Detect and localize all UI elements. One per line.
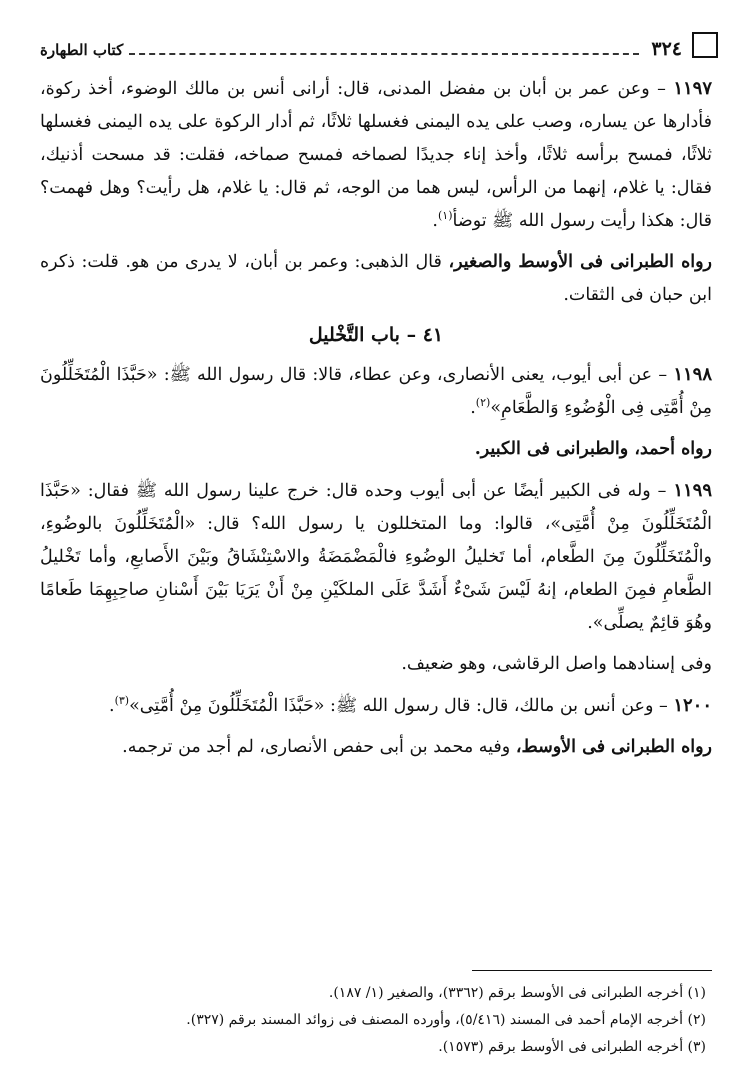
narration-text: وفى إسنادهما واصل الرقاشى، وهو ضعيف.	[401, 654, 712, 674]
footnote-ref: (١)	[438, 209, 453, 223]
hadith-number: ١١٩٨	[673, 364, 712, 385]
running-header	[40, 38, 682, 60]
page-number: ٣٢٤	[651, 38, 682, 60]
source-label: رواه أحمد، والطبرانى فى الكبير.	[474, 439, 712, 459]
narration-1198	[40, 433, 712, 466]
hadith-number: ١٢٠٠	[673, 695, 712, 716]
header-dashed-rule	[129, 53, 639, 55]
footnotes	[40, 980, 706, 1061]
hadith-1200	[40, 689, 712, 723]
narration-text: قال الذهبى: وعمر بن أبان، لا يدرى من هو. قلت: ذكره ابن حبان فى الثقات.	[40, 252, 712, 305]
narration-1197	[40, 246, 712, 312]
narration-text: وفيه محمد بن أبى حفص الأنصارى، لم أجد من ترجمه.	[122, 737, 516, 757]
book-page	[40, 14, 712, 1074]
source-label: رواه الطبرانى فى الأوسط والصغير،	[448, 252, 713, 272]
sentence-end: .	[432, 211, 438, 231]
footnote-2: (٢) أخرجه الإمام أحمد فى المسند (٥/٤١٦)، وأورده المصنف فى زوائد المسند برقم (٣٢٧).	[186, 1012, 706, 1028]
sentence-end: .	[470, 398, 476, 418]
footnote-separator	[472, 970, 712, 971]
source-label: رواه الطبرانى فى الأوسط،	[515, 737, 712, 757]
narration-1199	[40, 648, 712, 681]
sentence-end: .	[108, 696, 115, 716]
footnote-ref: (٣)	[114, 694, 130, 708]
footnote-ref: (٢)	[475, 396, 491, 410]
chapter-title: كتاب الطهارة	[40, 41, 124, 59]
hadith-1199	[40, 474, 712, 640]
section-heading: ٤١ – باب التَّخْليل	[308, 324, 444, 346]
hadith-text: – وعن أنس بن مالك، قال: قال رسول الله ﷺ: «حَبَّذَا الْمُتَخَلِّلُونَ مِنْ أُمَّتِى»	[129, 696, 674, 716]
hadith-number: ١١٩٧	[673, 78, 712, 99]
hadith-1197	[40, 72, 712, 238]
corner-square	[692, 32, 718, 58]
hadith-text: – وله فى الكبير أيضًا عن أبى أيوب وحده قال: خرج علينا رسول الله ﷺ فقال: «حَبَّذَا الْمُتَخَلِّلُونَ مِنْ أُمَّتِى»، قالوا: وما المتخللون يا رسول الله؟ قال: «الْمُتَخَلِّلُونَ بالوضُوءِ، والْمُتَخَلِّلُونَ مِنَ الطَّعام، أما تَخليلُ الوضُوءِ فالْمَضْمَضَةُ والاسْتِنْشَاقُ وبَيْنَ الأَصابعِ، وأما تَخْليلُ الطَّعامِ فمِنَ الطعام، إنهُ لَيْسَ شَىْءٌ أَشَدَّ عَلَى الملكَيْنِ مِنْ أَنْ يَرَيَا بَيْنَ أَسْنانِ صاحِبِهِمَا طَعامًا وهُوَ قائِمٌ يصلِّى».	[40, 481, 712, 633]
footnote-3: (٣) أخرجه الطبرانى فى الأوسط برقم (١٥٧٣).	[438, 1039, 706, 1055]
hadith-text: – عن أبى أيوب، يعنى الأنصارى، وعن عطاء، قالا: قال رسول الله ﷺ: «حَبَّذَا الْمُتَخَلِّلُونَ مِنْ أُمَّتِى فِى الْوُضُوءِ وَالطَّعَامِ»	[40, 365, 712, 418]
main-text	[40, 72, 712, 772]
hadith-text: – وعن عمر بن أبان بن مفضل المدنى، قال: أرانى أنس بن مالك الوضوء، أخذ ركوة، فأدارها عن يساره، وصب على يده اليمنى فغسلها ثلاثًا، ثم أدار الركوة على يده اليمنى فغسلها ثلاثًا، فمسح برأسه ثلاثًا، وأخذ إناء جديدًا لصماخه فمسح صماخه، فقلت: قد مسحت أذنيك، فقال: يا غلام، إنهما من الرأس، ليس هما من الوجه، ثم قال: يا غلام، هل رأيت؟ وهل فهمت؟ قال: هكذا رأيت رسول الله ﷺ توضأ	[40, 79, 712, 231]
hadith-number: ١١٩٩	[673, 480, 712, 501]
narration-1200	[40, 731, 712, 764]
footnote-1: (١) أخرجه الطبرانى فى الأوسط برقم (٣٣٦٢)، والصغير (١/ ١٨٧).	[328, 985, 706, 1001]
hadith-1198	[40, 358, 712, 425]
